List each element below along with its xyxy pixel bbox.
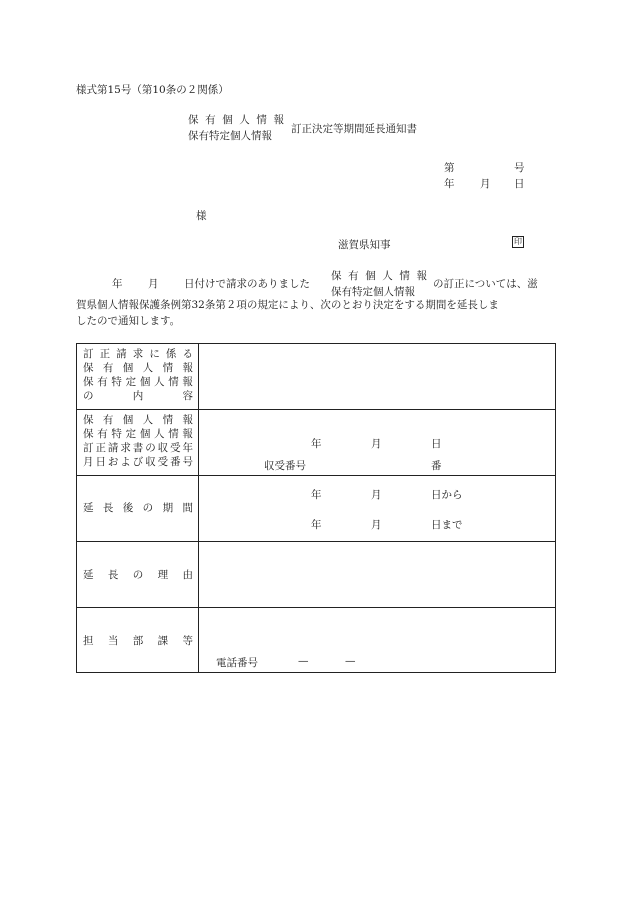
receipt-date-hi: 日	[431, 438, 442, 450]
label-char: の	[83, 390, 94, 402]
seal-mark	[512, 236, 524, 248]
label-char: 保	[83, 362, 94, 374]
label-char: 有	[97, 428, 108, 440]
period-to-suffix: 日まで	[431, 519, 463, 531]
label-char: び	[132, 456, 144, 468]
row-label-correction-content	[83, 347, 193, 403]
label-char: に	[149, 348, 160, 360]
row-label-extension-reason	[83, 568, 193, 582]
label-char: 収	[145, 456, 156, 468]
row-label-line	[83, 427, 193, 441]
body-date-suffix: 日付けで請求のありました	[184, 278, 310, 290]
label-char: 定	[125, 428, 137, 440]
label-char: 特	[111, 428, 122, 440]
label-char: 報	[182, 376, 193, 388]
label-char: 保	[83, 414, 94, 426]
label-char: 保	[83, 428, 94, 440]
label-char: 課	[157, 635, 169, 647]
label-char: 間	[182, 502, 193, 514]
seal-mark-label: 印	[514, 237, 522, 246]
label-char: 訂	[83, 348, 94, 360]
label-char: 個	[139, 428, 151, 440]
row-label-line	[83, 347, 193, 361]
period-to-nen: 年	[311, 519, 322, 531]
receipt-number-ban: 番	[431, 460, 442, 472]
label-char: 個	[122, 362, 134, 374]
extension-reason-value[interactable]	[199, 542, 555, 607]
row-label-line	[83, 455, 193, 469]
label-char: 特	[111, 376, 122, 388]
body-choice-line1	[331, 268, 427, 283]
period-to-tsuki: 月	[371, 519, 382, 531]
label-char: 保	[83, 376, 94, 388]
label-char: 人	[142, 362, 154, 374]
label-char: 訂	[83, 442, 94, 454]
label-char: 長	[102, 502, 114, 514]
row-label-line	[83, 375, 193, 389]
label-char: 内	[132, 390, 144, 402]
table-row-divider	[77, 409, 555, 410]
row-label-receipt-info	[83, 413, 193, 469]
label-char: 人	[382, 270, 393, 282]
phone-dash-2: —	[345, 655, 356, 667]
label-char: る	[182, 348, 193, 360]
label-char: 人	[142, 414, 154, 426]
label-char: 報	[182, 362, 193, 374]
label-char: の	[145, 442, 156, 454]
doc-date-nen: 年	[444, 178, 455, 190]
label-char: 有	[102, 414, 114, 426]
label-char: 有	[205, 114, 216, 126]
label-char: 部	[132, 635, 144, 647]
label-char: 長	[107, 569, 119, 581]
label-char: 求	[120, 442, 131, 454]
label-char: 個	[139, 376, 151, 388]
label-char: 報	[182, 414, 193, 426]
label-char: 情	[168, 428, 179, 440]
label-char: お	[107, 456, 119, 468]
label-char: 書	[132, 442, 144, 454]
label-char: 個	[222, 114, 233, 126]
title-choice-line1	[188, 112, 284, 127]
doc-no-dai: 第	[444, 162, 455, 174]
label-char: 係	[165, 348, 177, 360]
label-char: 情	[162, 414, 174, 426]
label-char: 定	[125, 376, 137, 388]
label-char: 月	[83, 456, 94, 468]
label-char: 理	[157, 569, 169, 581]
label-char: 延	[83, 502, 94, 514]
row-label-line	[83, 389, 193, 403]
label-char: 容	[182, 390, 193, 402]
label-char: 当	[107, 635, 119, 647]
label-char: 有	[348, 270, 359, 282]
label-char: 担	[83, 635, 94, 647]
label-char: 延	[83, 569, 94, 581]
correction-content-value[interactable]	[199, 344, 555, 409]
label-char: 情	[256, 114, 267, 126]
addressee-suffix: 様	[196, 210, 207, 222]
table-row-divider	[77, 607, 555, 608]
label-char: 正	[95, 442, 106, 454]
doc-no-go: 号	[514, 162, 525, 174]
label-char: の	[132, 569, 144, 581]
label-char: 保	[331, 270, 342, 282]
label-char: 受	[170, 442, 181, 454]
label-char: 等	[182, 635, 193, 647]
label-char: 報	[182, 428, 193, 440]
row-label-line	[83, 441, 193, 455]
body-line1-tail: の訂正については、滋	[433, 278, 538, 290]
form-table	[76, 343, 556, 673]
receipt-date-tsuki: 月	[371, 438, 382, 450]
form-number: 様式第15号（第10条の２関係）	[76, 84, 229, 96]
phone-number-label: 電話番号	[216, 657, 258, 669]
label-char: の	[142, 502, 154, 514]
label-char: 由	[182, 569, 193, 581]
label-char: 情	[168, 376, 179, 388]
label-char: 有	[102, 362, 114, 374]
label-char: 人	[154, 376, 165, 388]
label-char: 報	[273, 114, 284, 126]
label-char: 情	[162, 362, 174, 374]
label-char: 有	[97, 376, 108, 388]
period-from-tsuki: 月	[371, 489, 382, 501]
row-label-extended-period	[83, 501, 193, 515]
title-choice-line2: 保有特定個人情報	[188, 130, 272, 142]
label-char: 請	[116, 348, 127, 360]
label-char: 番	[170, 456, 181, 468]
period-from-suffix: 日から	[431, 489, 463, 501]
label-char: 正	[99, 348, 111, 360]
phone-dash-1: —	[298, 655, 309, 667]
table-row-divider	[77, 475, 555, 476]
label-char: 後	[122, 502, 134, 514]
receipt-date-nen: 年	[311, 438, 322, 450]
label-char: 保	[188, 114, 199, 126]
label-char: 個	[122, 414, 134, 426]
label-char: 個	[365, 270, 376, 282]
body-date-nen: 年	[112, 278, 123, 290]
label-char: 収	[157, 442, 169, 454]
title-suffix: 訂正決定等期間延長通知書	[291, 123, 417, 135]
body-line3: したので通知します。	[76, 315, 181, 327]
label-char: 号	[182, 456, 193, 468]
label-char: 報	[416, 270, 427, 282]
label-char: 期	[162, 502, 174, 514]
body-date-tsuki: 月	[148, 278, 159, 290]
label-char: 年	[182, 442, 193, 454]
label-char: 人	[239, 114, 250, 126]
row-label-line	[83, 413, 193, 427]
label-char: よ	[120, 456, 131, 468]
doc-date-tsuki: 月	[480, 178, 491, 190]
period-from-nen: 年	[311, 489, 322, 501]
label-char: 求	[132, 348, 144, 360]
label-char: 日	[95, 456, 106, 468]
body-choice-line2: 保有特定個人情報	[331, 286, 415, 298]
body-line2: 賀県個人情報保護条例第32条第２項の規定により、次のとおり決定をする期間を延長しま	[76, 299, 499, 311]
label-char: 人	[154, 428, 165, 440]
receipt-number-label: 収受番号	[264, 460, 306, 472]
row-label-department	[83, 634, 193, 648]
issuer-name: 滋賀県知事	[338, 239, 391, 251]
doc-date-hi: 日	[514, 178, 525, 190]
row-label-line	[83, 361, 193, 375]
label-char: 受	[157, 456, 169, 468]
label-char: 情	[399, 270, 410, 282]
label-char: 請	[107, 442, 119, 454]
